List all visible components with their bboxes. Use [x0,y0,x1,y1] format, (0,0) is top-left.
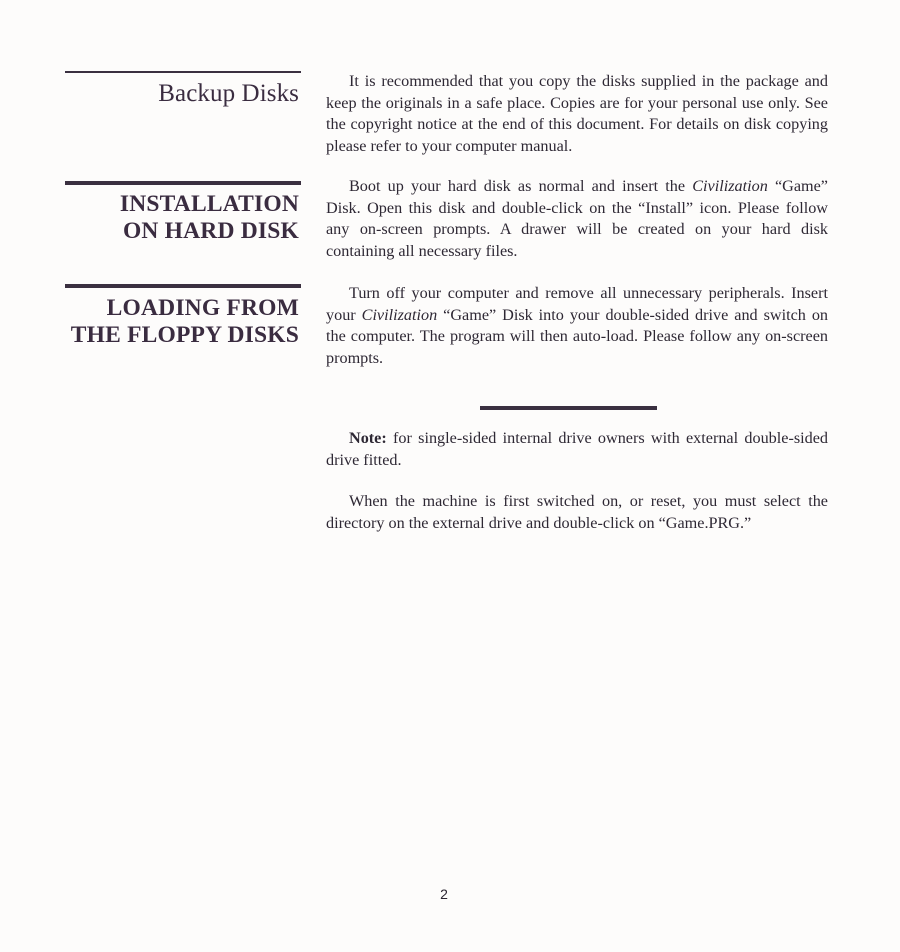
paragraph-backup [326,71,828,157]
paragraph-install-text-b: “Game” Disk. Open this disk and double-click on the “Install” icon. Please follow any on-screen prompts. A drawer will be created on your hard disk containing all necessary files. [326,177,828,260]
section-rule [65,284,301,288]
paragraph-backup-text: It is recommended that you copy the disks supplied in the package and keep the originals in a safe place. Copies are for your personal use only. See the copyright notice at the end of this document. For details on disk copying please refer to your computer manual. [326,72,828,155]
note-label: Note: [349,429,387,447]
paragraph-loading-text-a: Turn off your computer and remove all unnecessary peripherals. Insert your [326,284,828,324]
paragraph-install-title: Civilization [692,177,768,195]
heading-installation [65,191,299,245]
section-divider [480,406,657,410]
heading-loading-line1: LOADING FROM [106,295,299,321]
heading-installation-line1: INSTALLATION [119,191,299,217]
paragraph-install [326,176,828,262]
heading-loading [65,295,299,349]
section-rule [65,181,301,185]
paragraph-loading-text-b: “Game” Disk into your double-sided drive and switch on the computer. The program will then auto-load. Please follow any on-screen prompts. [326,305,829,367]
paragraph-machine [326,491,828,534]
paragraph-loading [326,283,828,369]
section-rule [65,71,301,73]
paragraph-loading-title: Civilization [361,305,438,324]
paragraph-machine-text: When the machine is first switched on, or reset, you must select the directory on the external drive and double-click on “Game.PRG.” [326,492,828,532]
page-number: 2 [440,886,448,902]
heading-installation-line2: ON HARD DISK [122,218,299,244]
paragraph-install-text-a: Boot up your hard disk as normal and insert the [349,177,693,195]
note-text: for single-sided internal drive owners with external double-sided drive fitted. [326,429,828,469]
paragraph-note [326,428,828,471]
heading-backup-disks: Backup Disks [158,80,299,107]
heading-loading-line2: THE FLOPPY DISKS [70,322,299,348]
